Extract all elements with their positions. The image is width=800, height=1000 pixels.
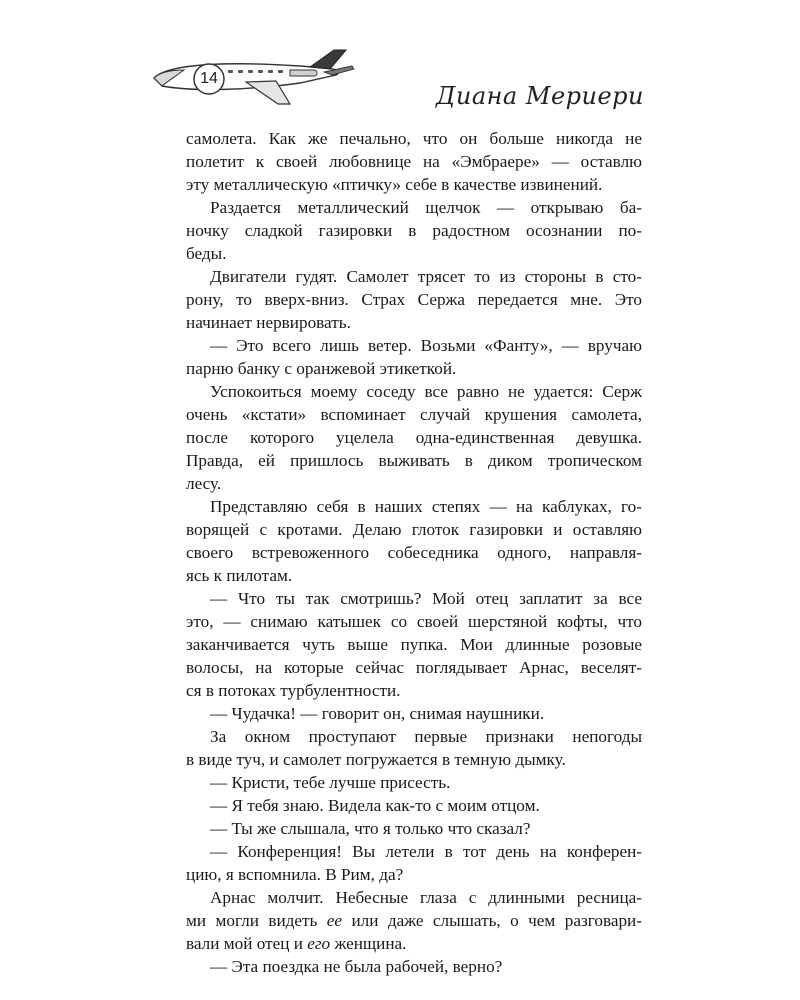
- text-fragment: женщина.: [330, 934, 407, 953]
- text-line: самолета. Как же печально, что он больше никогда не: [186, 129, 642, 148]
- text-line: Раздается металлический щелчок — открываю ба-: [210, 198, 642, 217]
- text-line: — Ты же слышала, что я только что сказал?: [210, 819, 531, 838]
- body-text: [186, 127, 642, 978]
- text-line: полетит к своей любовнице на «Эмбраере» — оставлю: [186, 152, 642, 171]
- text-line: [186, 909, 642, 932]
- text-line: парню банку с оранжевой этикеткой.: [186, 359, 457, 378]
- text-line: За окном проступают первые признаки непогоды: [210, 727, 642, 746]
- airplane-icon: [150, 48, 360, 108]
- text-fragment: вали мой отец и: [186, 934, 308, 953]
- text-line: Двигатели гудят. Самолет трясет то из стороны в сто-: [210, 267, 642, 286]
- text-line: ся в потоках турбулентности.: [186, 681, 401, 700]
- text-line: ночку сладкой газировки в радостном осознании по-: [186, 221, 642, 240]
- text-fragment: ми могли видеть: [186, 911, 327, 930]
- text-line: рону, то вверх-вниз. Страх Сержа передается мне. Это: [186, 290, 642, 309]
- text-line: [186, 932, 642, 955]
- text-line: — Это всего лишь ветер. Возьми «Фанту», — вручаю: [210, 336, 642, 355]
- italic-emphasis: ее: [326, 911, 343, 930]
- text-line: Правда, ей пришлось выживать в диком тропическом: [186, 451, 642, 470]
- text-fragment: или даже слышать, о чем разговари-: [342, 911, 642, 930]
- text-line: — Чудачка! — говорит он, снимая наушники.: [210, 704, 545, 723]
- text-line: начинает нервировать.: [186, 313, 351, 332]
- text-line: заканчивается чуть выше пупка. Мои длинные розовые: [186, 635, 642, 654]
- text-line: ясь к пилотам.: [186, 566, 293, 585]
- text-line: — Я тебя знаю. Видела как-то с моим отцом.: [210, 796, 540, 815]
- text-line: очень «кстати» вспоминает случай крушения самолета,: [186, 405, 642, 424]
- text-line: это, — снимаю катышек со своей шерстяной кофты, что: [186, 612, 642, 631]
- text-line: — Эта поездка не была рабочей, верно?: [210, 957, 503, 976]
- text-line: Успокоиться моему соседу все равно не удается: Серж: [210, 382, 642, 401]
- text-line: своего встревоженного собеседника одного, направля-: [186, 543, 642, 562]
- text-line: беды.: [186, 244, 227, 263]
- text-line: ворящей с кротами. Делаю глоток газировки и оставляю: [186, 520, 642, 539]
- italic-emphasis: его: [307, 934, 331, 953]
- text-line: в виде туч, и самолет погружается в темную дымку.: [186, 750, 566, 769]
- text-line: — Кристи, тебе лучше присесть.: [210, 773, 451, 792]
- text-line: после которого уцелела одна-единственная девушка.: [186, 428, 642, 447]
- text-line: эту металлическую «птичку» себе в качестве извинений.: [186, 175, 603, 194]
- page-header: [0, 0, 800, 120]
- text-line: волосы, на которые сейчас поглядывает Арнас, веселят-: [186, 658, 642, 677]
- page-number: 14: [200, 70, 218, 87]
- running-head-author: Диана Мериери: [435, 82, 644, 110]
- text-line: — Конференция! Вы летели в тот день на конферен-: [210, 842, 642, 861]
- text-line: Арнас молчит. Небесные глаза с длинными ресница-: [210, 888, 642, 907]
- text-line: Представляю себя в наших степях — на каблуках, го-: [210, 497, 642, 516]
- text-line: цию, я вспомнила. В Рим, да?: [186, 865, 404, 884]
- text-line: лесу.: [186, 474, 222, 493]
- text-line: — Что ты так смотришь? Мой отец заплатит за все: [210, 589, 642, 608]
